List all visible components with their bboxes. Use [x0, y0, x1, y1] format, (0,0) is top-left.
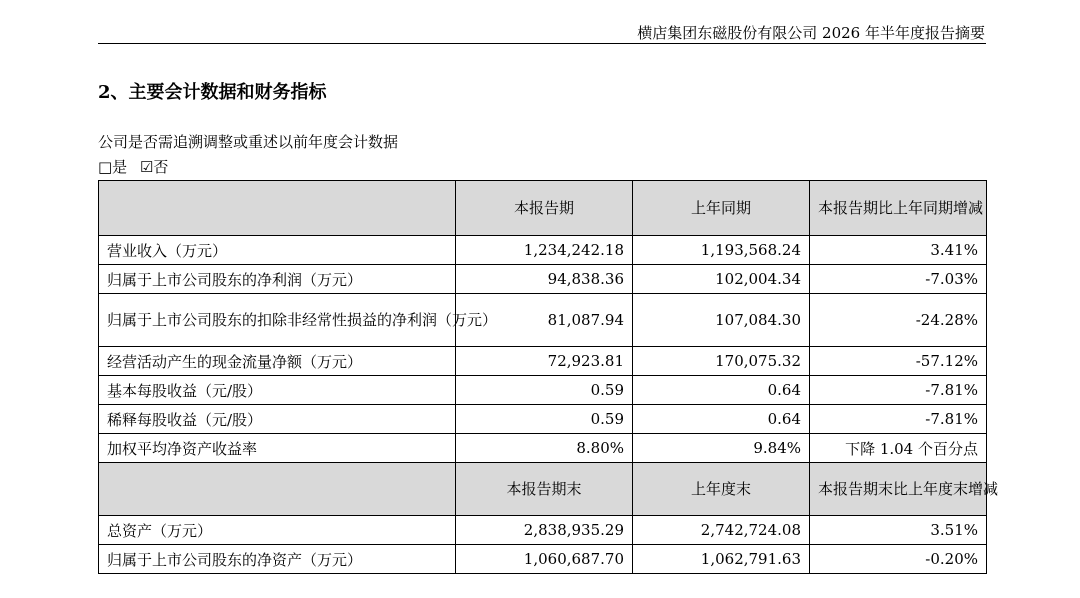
header-cell-current: 本报告期末 — [456, 463, 633, 516]
table-row — [99, 294, 987, 347]
cell-current: 0.59 — [456, 376, 633, 405]
cell-current: 8.80% — [456, 434, 633, 463]
cell-current: 1,060,687.70 — [456, 545, 633, 574]
cell-current: 94,838.36 — [456, 265, 633, 294]
table-row — [99, 405, 987, 434]
cell-prior: 1,193,568.24 — [633, 236, 810, 265]
header-cell-prior: 上年度末 — [633, 463, 810, 516]
header-rule — [98, 43, 986, 44]
cell-current: 81,087.94 — [456, 294, 633, 347]
cell-prior: 170,075.32 — [633, 347, 810, 376]
row-label: 总资产（万元） — [99, 516, 456, 545]
cell-current: 2,838,935.29 — [456, 516, 633, 545]
cell-change: 下降 1.04 个百分点 — [810, 434, 987, 463]
cell-change: -24.28% — [810, 294, 987, 347]
row-label: 归属于上市公司股东的净利润（万元） — [99, 265, 456, 294]
header-blank-cell — [99, 181, 456, 236]
table-row — [99, 434, 987, 463]
row-label: 归属于上市公司股东的扣除非经常性损益的净利润（万元） — [99, 294, 456, 347]
cell-change: 3.41% — [810, 236, 987, 265]
cell-prior: 0.64 — [633, 405, 810, 434]
cell-change: 3.51% — [810, 516, 987, 545]
cell-prior: 102,004.34 — [633, 265, 810, 294]
cell-change: -7.81% — [810, 405, 987, 434]
row-label: 营业收入（万元） — [99, 236, 456, 265]
section-title: 2、主要会计数据和财务指标 — [98, 82, 327, 103]
cell-current: 1,234,242.18 — [456, 236, 633, 265]
table-header-row — [99, 463, 987, 516]
cell-current: 72,923.81 — [456, 347, 633, 376]
table-row — [99, 545, 987, 574]
cell-change: -0.20% — [810, 545, 987, 574]
table-row — [99, 265, 987, 294]
cell-prior: 9.84% — [633, 434, 810, 463]
header-cell-prior: 上年同期 — [633, 181, 810, 236]
header-cell-current: 本报告期 — [456, 181, 633, 236]
table-row — [99, 376, 987, 405]
restatement-question: 公司是否需追溯调整或重述以前年度会计数据 — [98, 133, 399, 151]
restatement-options — [98, 156, 176, 177]
option-no-checkbox[interactable]: ☑否 — [139, 158, 169, 176]
cell-prior: 0.64 — [633, 376, 810, 405]
row-label: 稀释每股收益（元/股） — [99, 405, 456, 434]
cell-change: -7.81% — [810, 376, 987, 405]
running-header: 横店集团东磁股份有限公司 2026 年半年度报告摘要 — [637, 24, 985, 42]
row-label: 加权平均净资产收益率 — [99, 434, 456, 463]
row-label: 基本每股收益（元/股） — [99, 376, 456, 405]
header-blank-cell — [99, 463, 456, 516]
row-label: 经营活动产生的现金流量净额（万元） — [99, 347, 456, 376]
table-row — [99, 516, 987, 545]
cell-prior: 2,742,724.08 — [633, 516, 810, 545]
cell-change: -57.12% — [810, 347, 987, 376]
table-row — [99, 236, 987, 265]
financial-indicators-table — [98, 180, 999, 574]
cell-change: -7.03% — [810, 265, 987, 294]
cell-prior: 107,084.30 — [633, 294, 810, 347]
header-cell-change: 本报告期比上年同期增减 — [810, 181, 987, 236]
header-cell-change: 本报告期末比上年度末增减 — [810, 463, 987, 516]
row-label: 归属于上市公司股东的净资产（万元） — [99, 545, 456, 574]
option-yes-checkbox[interactable]: □是 — [98, 158, 128, 176]
table-header-row — [99, 181, 987, 236]
cell-prior: 1,062,791.63 — [633, 545, 810, 574]
cell-current: 0.59 — [456, 405, 633, 434]
table-row — [99, 347, 987, 376]
